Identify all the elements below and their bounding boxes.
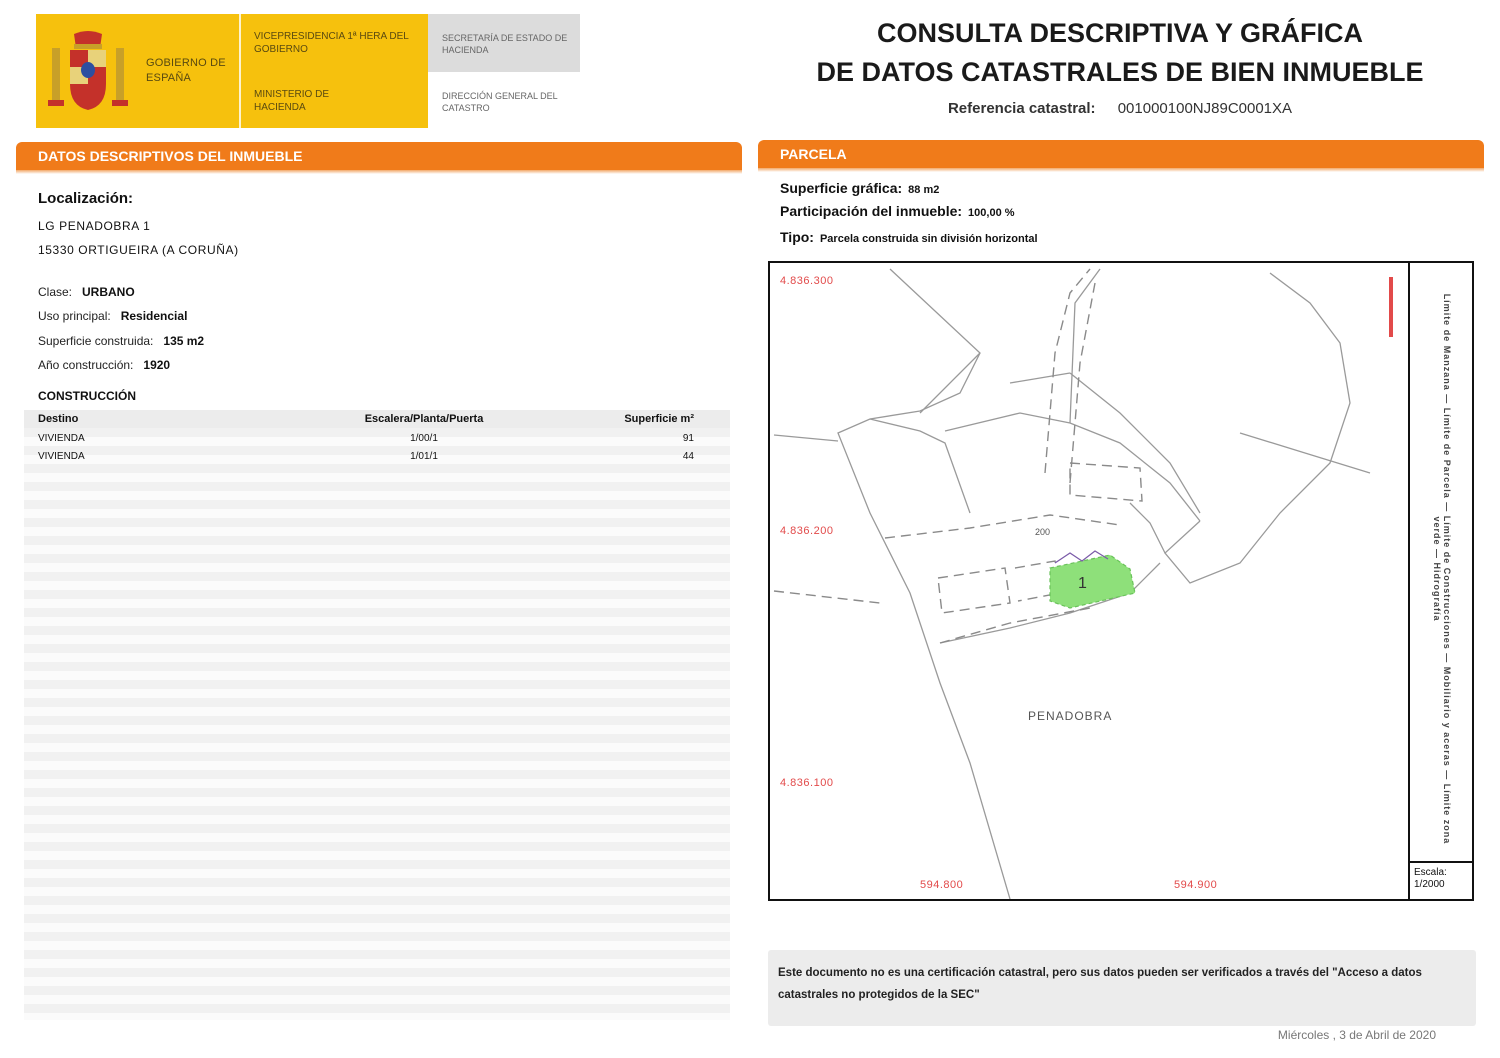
cell-destino: VIVIENDA xyxy=(38,433,85,444)
place-name: PENADOBRA xyxy=(1028,709,1113,723)
coord-x-left: 594.800 xyxy=(920,879,964,891)
title-line-2: DE DATOS CATASTRALES DE BIEN INMUEBLE xyxy=(816,57,1424,87)
parcel-number-label: 1 xyxy=(1078,575,1087,592)
address-line-1: LG PENADOBRA 1 xyxy=(38,219,151,233)
title-line-1: CONSULTA DESCRIPTIVA Y GRÁFICA xyxy=(876,18,1364,48)
subject-parcel[interactable] xyxy=(1050,555,1135,608)
built-area-label: Superficie construida: xyxy=(38,334,154,348)
government-logo-block xyxy=(36,14,428,128)
header-superficie: Superficie m² xyxy=(624,413,694,425)
map-legend xyxy=(1408,263,1472,899)
table-row xyxy=(24,430,730,448)
header-destino: Destino xyxy=(38,413,79,425)
directorate-name: DIRECCIÓN GENERAL DEL CATASTRO xyxy=(442,91,558,113)
type-value: Parcela construida sin división horizontal xyxy=(819,233,1038,245)
coord-y-mid: 4.836.200 xyxy=(780,525,834,537)
scale-box xyxy=(1410,861,1472,899)
ref-label: Referencia catastral: xyxy=(947,100,1096,117)
government-name: GOBIERNO DE ESPAÑA xyxy=(146,57,226,84)
table-header xyxy=(24,410,730,428)
class-value: URBANO xyxy=(82,285,135,299)
small-parcel-label: 200 xyxy=(1035,527,1051,537)
cell-superficie: 44 xyxy=(682,451,694,462)
table-row xyxy=(24,448,730,466)
built-area-value: 135 m2 xyxy=(163,334,205,348)
property-year xyxy=(38,358,170,372)
location-label: Localización: xyxy=(38,190,134,207)
section-bar-descriptive: DATOS DESCRIPTIVOS DEL INMUEBLE xyxy=(16,142,742,170)
cell-escalera: 1/00/1 xyxy=(410,433,438,444)
cadastral-reference xyxy=(760,100,1480,117)
secretariat-name: SECRETARÍA DE ESTADO DE HACIENDA xyxy=(442,33,568,55)
construction-title: CONSTRUCCIÓN xyxy=(38,389,136,403)
disclaimer-note: Este documento no es una certificación catastral, pero sus datos pueden ser verificados a través del "Acceso a datos catastrales no protegidos de la SEC" xyxy=(768,950,1476,1026)
property-class xyxy=(38,285,135,299)
property-use xyxy=(38,309,187,323)
cell-escalera: 1/01/1 xyxy=(410,451,438,462)
year-value: 1920 xyxy=(143,358,171,372)
coord-y-bottom: 4.836.100 xyxy=(780,777,834,789)
section-bar-parcel: PARCELA xyxy=(758,140,1484,168)
graphic-surface-value: 88 m2 xyxy=(908,184,940,196)
cadastral-map[interactable] xyxy=(768,261,1474,901)
participation-value: 100,00 % xyxy=(968,207,1015,219)
scale-label: Escala: xyxy=(1414,867,1447,878)
class-label: Clase: xyxy=(38,285,73,299)
use-label: Uso principal: xyxy=(38,309,111,323)
cell-superficie: 91 xyxy=(682,433,694,444)
header-divider xyxy=(239,14,241,128)
parcel-type xyxy=(780,229,1038,245)
participation xyxy=(780,203,1015,219)
vicepresidency-name: VICEPRESIDENCIA 1ª HERA DEL GOBIERNO xyxy=(254,31,409,55)
legend-text: Límite de Manzana — Límite de Parcela — Límite de Construcciones — Mobiliario y aceras — Límite zona verde — Hidrografía xyxy=(1432,293,1452,845)
year-label: Año construcción: xyxy=(38,358,134,372)
type-label: Tipo: xyxy=(780,229,814,245)
ref-value: 001000100NJ89C0001XA xyxy=(1117,100,1293,117)
coord-y-top: 4.836.300 xyxy=(780,275,834,287)
use-value: Residencial xyxy=(120,309,188,323)
document-title xyxy=(760,14,1480,92)
ministry-name: MINISTERIO DE HACIENDA xyxy=(254,89,330,113)
participation-label: Participación del inmueble: xyxy=(780,203,963,219)
map-drawing xyxy=(770,263,1410,899)
construction-table xyxy=(24,410,730,1020)
header-escalera: Escalera/Planta/Puerta xyxy=(364,413,484,425)
graphic-surface-label: Superficie gráfica: xyxy=(780,180,903,196)
north-arrow-icon xyxy=(1384,277,1398,337)
coat-of-arms-icon xyxy=(48,30,128,116)
property-built-area xyxy=(38,334,204,348)
scale-value: 1/2000 xyxy=(1414,879,1445,890)
document-date: Miércoles , 3 de Abril de 2020 xyxy=(1277,1028,1436,1042)
cell-destino: VIVIENDA xyxy=(38,451,85,462)
coord-x-right: 594.900 xyxy=(1174,879,1218,891)
secretariat-block xyxy=(428,14,580,72)
address-line-2: 15330 ORTIGUEIRA (A CORUÑA) xyxy=(38,243,239,257)
graphic-surface xyxy=(780,180,939,196)
